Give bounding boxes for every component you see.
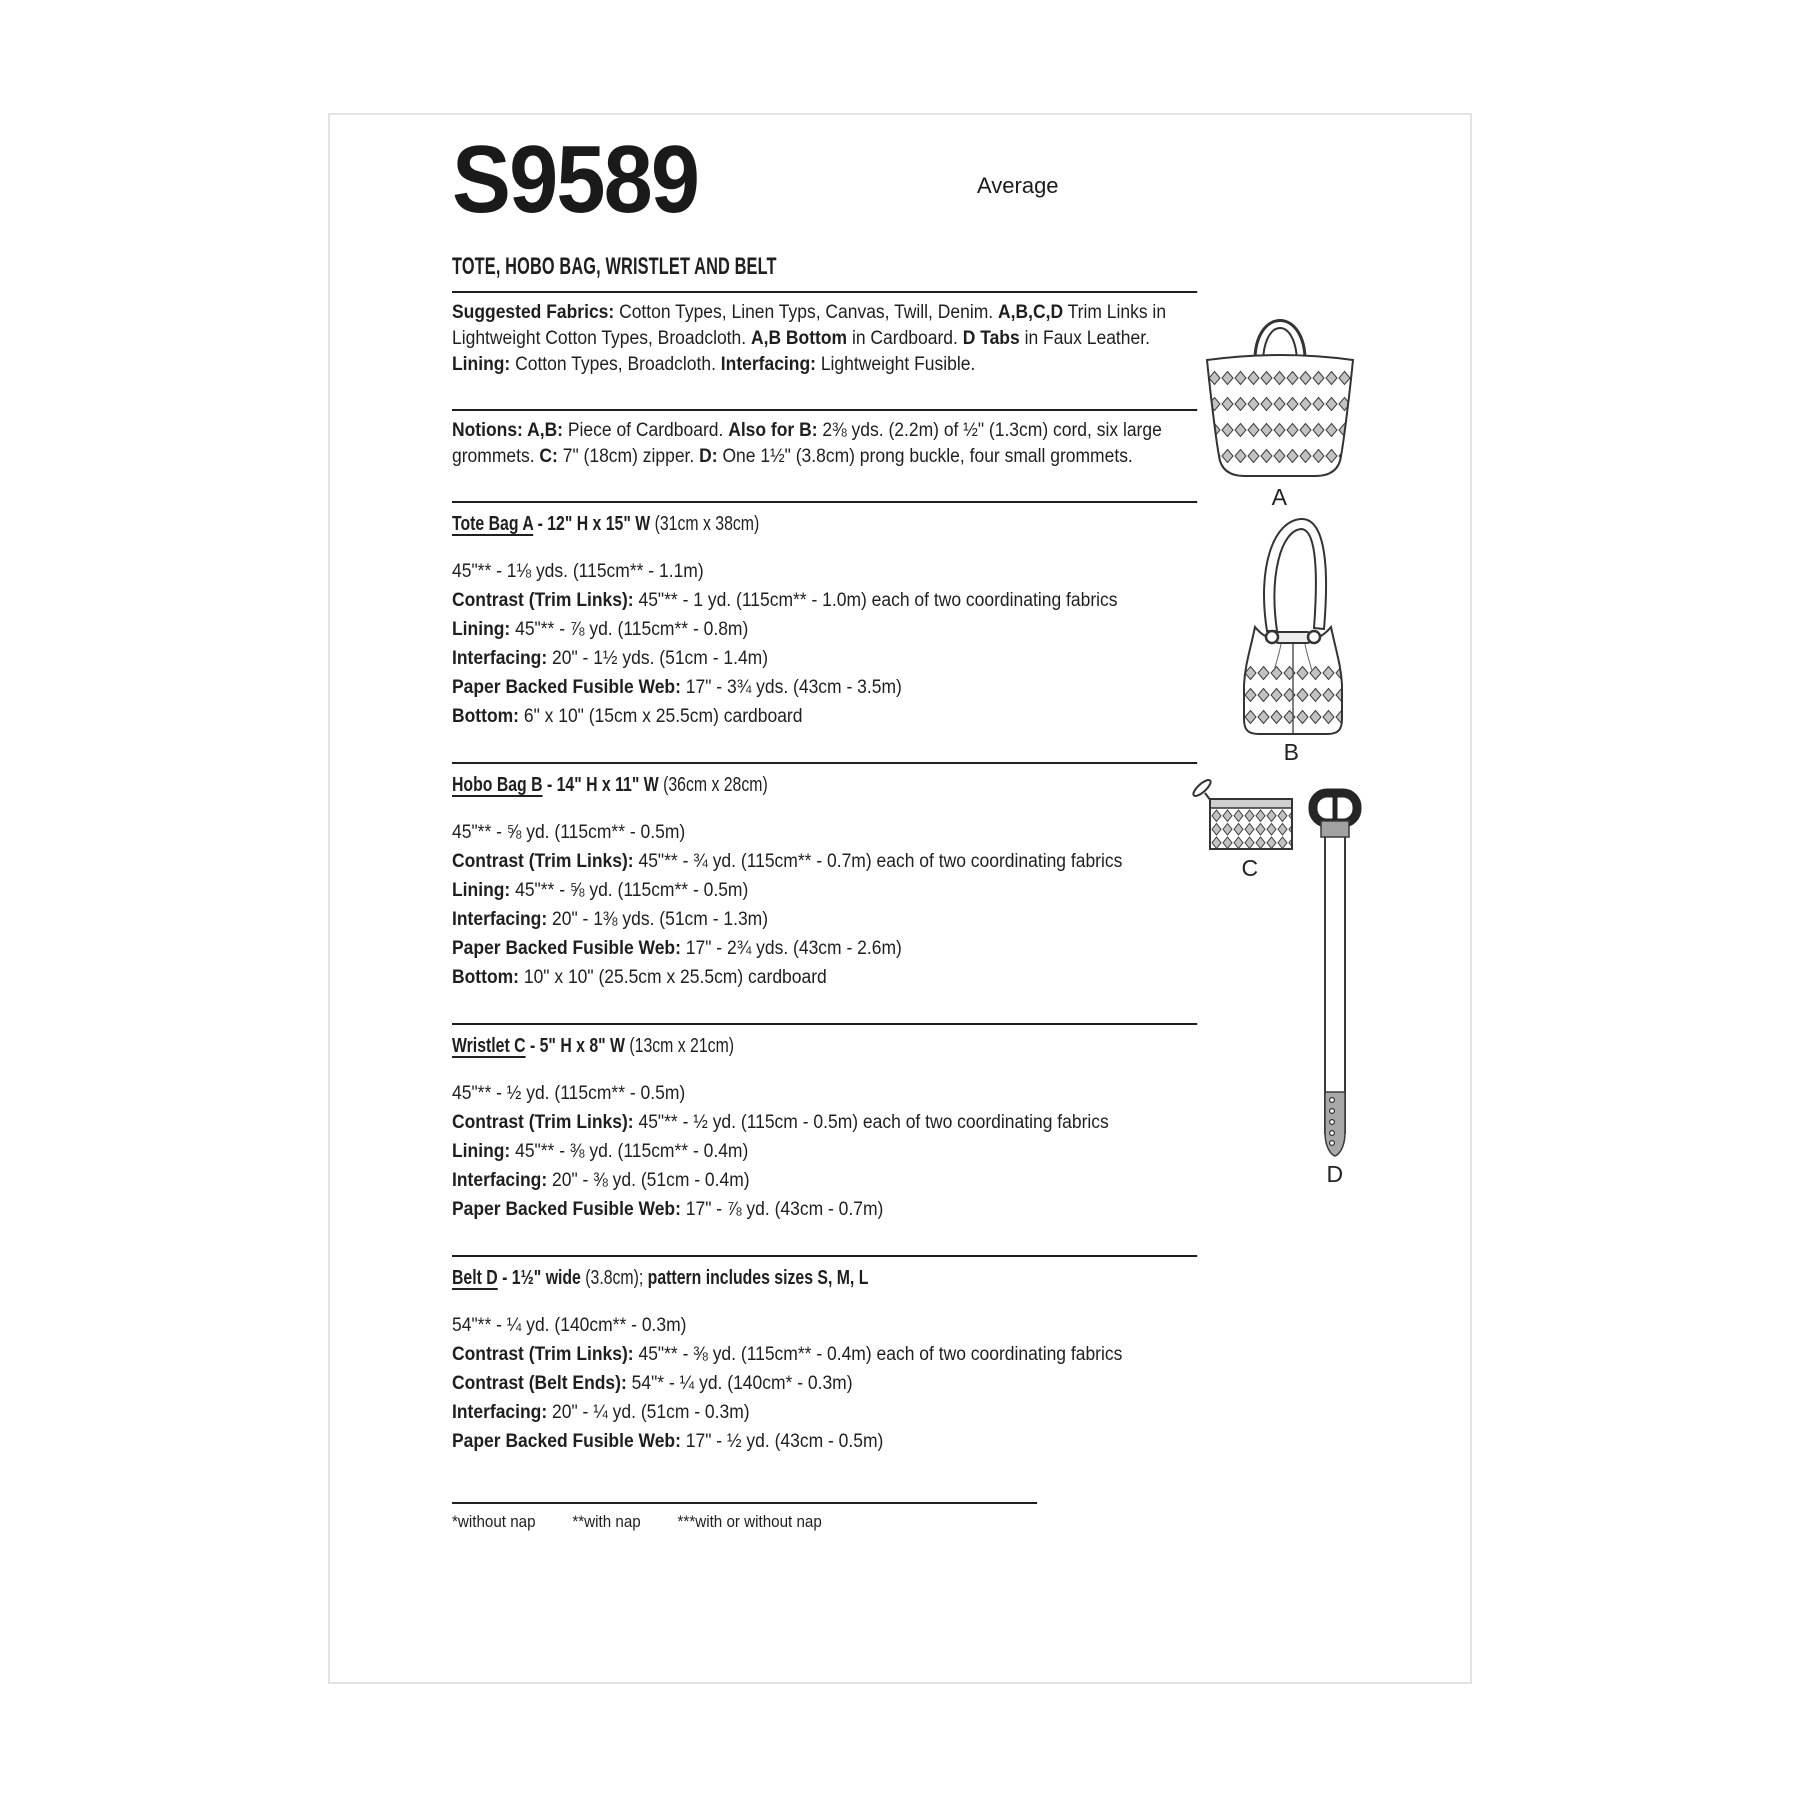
text-segment: 45"** - 1⅛ yds. (115cm** - 1.1m) — [452, 561, 704, 582]
text-segment: 17" - ½ yd. (43cm - 0.5m) — [680, 1431, 884, 1452]
section-heading-hobo-bag-b — [452, 773, 1197, 797]
text-line — [452, 444, 1197, 470]
text-segment: 7" (18cm) zipper. — [557, 446, 700, 467]
section-lines-tote-bag-a — [452, 557, 1197, 731]
text-segment: 54"** - ¼ yd. (140cm** - 0.3m) — [452, 1315, 687, 1336]
text-line — [452, 1166, 1197, 1195]
text-segment: - 1½" wide — [497, 1267, 586, 1289]
section-heading-belt-d — [452, 1266, 1197, 1290]
text-line — [452, 352, 1197, 378]
text-line — [452, 702, 1197, 731]
text-line — [452, 1108, 1197, 1137]
text-segment: - 12" H x 15" W — [533, 513, 655, 535]
text-segment: Hobo Bag B — [452, 774, 543, 796]
illustration-label-c: C — [1241, 855, 1259, 881]
section-lines-wristlet-c — [452, 1079, 1197, 1224]
illustration-belt-d — [1300, 787, 1370, 1188]
text-segment: Lightweight Fusible. — [815, 354, 976, 375]
text-segment: 6" x 10" (15cm x 25.5cm) cardboard — [518, 706, 803, 727]
text-segment: Interfacing: — [452, 1170, 548, 1191]
text-segment: D: — [699, 446, 718, 467]
text-segment: Wristlet C — [452, 1035, 526, 1057]
text-segment: Interfacing: — [452, 1402, 548, 1423]
text-segment: in Cardboard. — [847, 328, 963, 349]
footnotes — [452, 1513, 1197, 1532]
text-segment: D Tabs — [962, 328, 1020, 349]
section-heading-text — [452, 773, 768, 797]
text-line — [452, 644, 1197, 673]
section-heading-text — [452, 1266, 868, 1290]
tote-bag-drawing — [1195, 290, 1365, 482]
text-segment: 45"** - ⅝ yd. (115cm** - 0.5m) — [510, 880, 749, 901]
divider — [452, 1023, 1197, 1025]
text-segment: Paper Backed Fusible Web: — [452, 1431, 681, 1452]
text-segment: 45"** - ⅞ yd. (115cm** - 0.8m) — [510, 619, 749, 640]
text-line — [452, 905, 1197, 934]
illustration-label-b: B — [1283, 739, 1300, 765]
text-segment: (31cm x 38cm) — [654, 513, 760, 535]
footnote-item: **with nap — [572, 1513, 641, 1531]
section-heading-tote-bag-a — [452, 512, 1197, 536]
text-segment: Contrast (Trim Links): — [452, 851, 634, 872]
text-segment: Cotton Types, Linen Typs, Canvas, Twill, Denim. — [614, 302, 999, 323]
text-line — [452, 615, 1197, 644]
text-line — [452, 1195, 1197, 1224]
hobo-bag-drawing — [1217, 513, 1367, 737]
section-heading-wristlet-c — [452, 1034, 1197, 1058]
text-segment: Piece of Cardboard. — [563, 420, 729, 441]
divider — [452, 409, 1197, 411]
illustration-tote-bag-a — [1192, 290, 1367, 511]
text-segment: A,B,C,D — [998, 302, 1064, 323]
text-segment: Contrast (Trim Links): — [452, 1344, 634, 1365]
divider — [452, 1255, 1197, 1257]
text-segment: Cotton Types, Broadcloth. — [510, 354, 721, 375]
text-segment: Lining: — [452, 1141, 511, 1162]
suggested-fabrics-paragraph — [452, 300, 1197, 378]
text-segment: Bottom: — [452, 967, 519, 988]
text-segment: Contrast (Trim Links): — [452, 590, 634, 611]
text-segment: Tote Bag A — [452, 513, 534, 535]
illustration-label-d: D — [1326, 1161, 1344, 1187]
text-segment: Lining: — [452, 354, 511, 375]
text-column — [452, 115, 1197, 1532]
text-segment: 45"** - 1 yd. (115cm** - 1.0m) each of two coordinating fabrics — [633, 590, 1118, 611]
text-segment: Trim Links in — [1063, 302, 1167, 323]
pattern-subtitle-text: TOTE, HOBO BAG, WRISTLET AND BELT — [452, 253, 777, 280]
text-segment: - 5" H x 8" W — [525, 1035, 630, 1057]
illustration-label-a: A — [1271, 484, 1288, 510]
text-segment: Interfacing: — [452, 909, 548, 930]
text-segment: (36cm x 28cm) — [663, 774, 768, 796]
notions-paragraph — [452, 418, 1197, 470]
section-lines-belt-d — [452, 1311, 1197, 1456]
pattern-number: S9589 — [452, 126, 699, 233]
difficulty-label: Average — [977, 173, 1059, 198]
divider — [452, 762, 1197, 764]
text-segment: (13cm x 21cm) — [629, 1035, 735, 1057]
text-segment: Belt D — [452, 1267, 498, 1289]
text-segment: Paper Backed Fusible Web: — [452, 938, 681, 959]
text-line — [452, 586, 1197, 615]
text-segment: 45"** - ⅜ yd. (115cm** - 0.4m) — [510, 1141, 749, 1162]
text-segment: Bottom: — [452, 706, 519, 727]
text-segment: 45"** - ½ yd. (115cm - 0.5m) each of two coordinating fabrics — [633, 1112, 1109, 1133]
text-segment: Contrast (Trim Links): — [452, 1112, 634, 1133]
text-segment: C: — [539, 446, 558, 467]
text-segment: 20" - ¼ yd. (51cm - 0.3m) — [547, 1402, 750, 1423]
text-line — [452, 847, 1197, 876]
text-segment: Lightweight Cotton Types, Broadcloth. — [452, 328, 751, 349]
pattern-subtitle — [452, 255, 1197, 293]
text-segment: 45"** - ⅝ yd. (115cm** - 0.5m) — [452, 822, 686, 843]
text-line — [452, 418, 1197, 444]
text-segment: 17" - 3¾ yds. (43cm - 3.5m) — [680, 677, 902, 698]
belt-drawing — [1300, 787, 1370, 1159]
text-segment: 10" x 10" (25.5cm x 25.5cm) cardboard — [518, 967, 827, 988]
text-segment: (3.8cm); — [585, 1267, 648, 1289]
text-segment: 45"** - ½ yd. (115cm** - 0.5m) — [452, 1083, 686, 1104]
text-line — [452, 1427, 1197, 1456]
text-line — [452, 963, 1197, 992]
illustration-hobo-bag-b — [1214, 513, 1369, 766]
text-segment: A,B Bottom — [750, 328, 848, 349]
text-line — [452, 300, 1197, 326]
text-line — [452, 818, 1197, 847]
footnote-item: *without nap — [452, 1513, 536, 1531]
text-segment: 17" - ⅞ yd. (43cm - 0.7m) — [680, 1199, 884, 1220]
text-segment: in Faux Leather. — [1019, 328, 1150, 349]
text-line — [452, 1079, 1197, 1108]
text-segment: Paper Backed Fusible Web: — [452, 1199, 681, 1220]
illustration-wristlet-c — [1188, 775, 1312, 882]
text-segment: 17" - 2¾ yds. (43cm - 2.6m) — [680, 938, 902, 959]
text-segment: grommets. — [452, 446, 540, 467]
section-heading-text — [452, 512, 759, 536]
text-segment: Paper Backed Fusible Web: — [452, 677, 681, 698]
pattern-envelope-back — [328, 113, 1472, 1684]
text-segment: 20" - 1½ yds. (51cm - 1.4m) — [547, 648, 769, 669]
footnote-divider — [452, 1502, 1037, 1504]
text-segment: 20" - 1⅜ yds. (51cm - 1.3m) — [547, 909, 769, 930]
text-line — [452, 1398, 1197, 1427]
wristlet-drawing — [1190, 775, 1310, 853]
text-line — [452, 326, 1197, 352]
section-heading-text — [452, 1034, 734, 1058]
text-line — [452, 673, 1197, 702]
text-segment: Also for B: — [728, 420, 818, 441]
text-segment: One 1½" (3.8cm) prong buckle, four small grommets. — [717, 446, 1133, 467]
text-segment: 45"** - ¾ yd. (115cm** - 0.7m) each of two coordinating fabrics — [633, 851, 1123, 872]
text-segment: 45"** - ⅜ yd. (115cm** - 0.4m) each of two coordinating fabrics — [633, 1344, 1123, 1365]
text-line — [452, 557, 1197, 586]
text-segment: Lining: — [452, 619, 511, 640]
text-line — [452, 1311, 1197, 1340]
text-segment: - 14" H x 11" W — [542, 774, 664, 796]
sections-container — [452, 512, 1197, 1456]
text-segment: 20" - ⅜ yd. (51cm - 0.4m) — [547, 1170, 750, 1191]
text-segment: 2⅜ yds. (2.2m) of ½" (1.3cm) cord, six large — [817, 420, 1162, 441]
text-segment: Notions: A,B: — [452, 420, 564, 441]
text-line — [452, 1369, 1197, 1398]
text-line — [452, 1137, 1197, 1166]
text-segment: Interfacing: — [452, 648, 548, 669]
footnote-item: ***with or without nap — [677, 1513, 822, 1531]
text-segment: Suggested Fabrics: — [452, 302, 615, 323]
divider — [452, 501, 1197, 503]
text-segment: Lining: — [452, 880, 511, 901]
section-lines-hobo-bag-b — [452, 818, 1197, 992]
text-segment: pattern includes sizes S, M, L — [647, 1267, 869, 1289]
text-segment: Contrast (Belt Ends): — [452, 1373, 627, 1394]
text-segment: Interfacing: — [720, 354, 816, 375]
text-line — [452, 876, 1197, 905]
text-line — [452, 934, 1197, 963]
text-segment: 54"* - ¼ yd. (140cm* - 0.3m) — [626, 1373, 853, 1394]
text-line — [452, 1340, 1197, 1369]
